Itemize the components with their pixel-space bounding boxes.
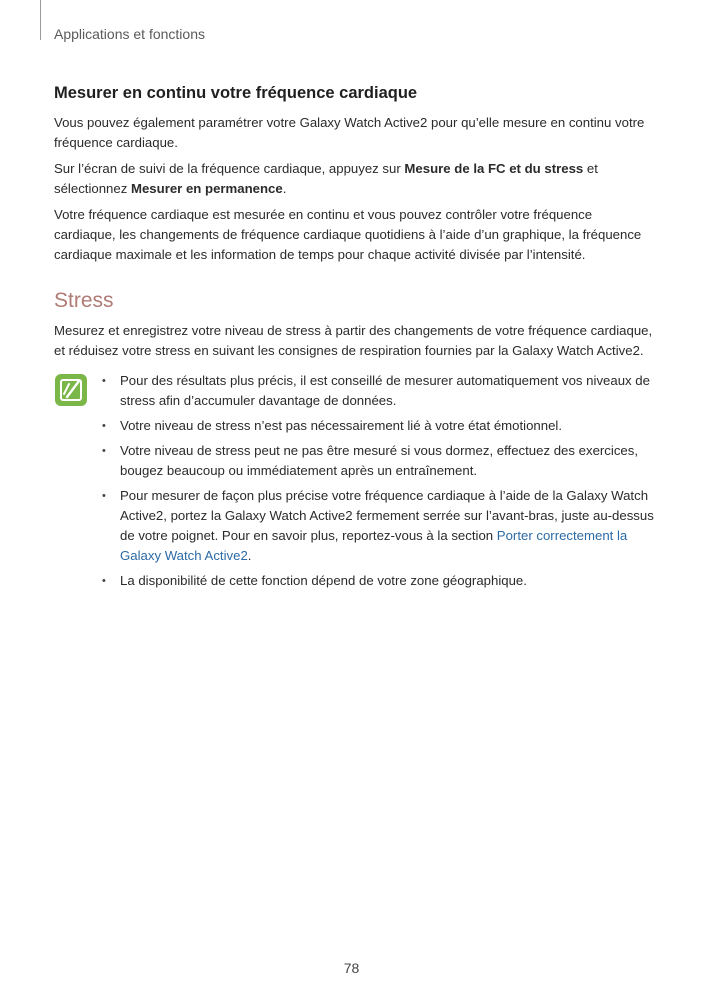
note-item: • La disponibilité de cette fonction dépend de votre zone géographique. [120, 571, 654, 591]
subsection-paragraph-1: Vous pouvez également paramétrer votre Galaxy Watch Active2 pour qu’elle mesure en continu votre fréquence cardiaque. [54, 115, 645, 150]
note-item: • Votre niveau de stress n’est pas nécessairement lié à votre état émotionnel. [120, 416, 654, 436]
p2-text-mid: et sélectionnez [54, 161, 598, 196]
p2-bold-measure-continuous: Mesurer en permanence [130, 181, 283, 196]
page-content [54, 84, 654, 596]
note-item [120, 486, 654, 566]
note-icon [54, 373, 88, 407]
header-rule [40, 0, 41, 40]
note-4-text-before: Pour mesurer de façon plus précise votre fréquence cardiaque à l’aide de la Galaxy Watch Active2, portez la Galaxy Watch Active2 fermement serrée sur l’avant-bras, juste au-dessus de votre poignet. Pour en savoir plus, reportez-vous à la section [120, 488, 654, 543]
note-item: • Pour des résultats plus précis, il est conseillé de mesurer automatiquement vos niveaux de stress afin d’accumuler davantage de données. [120, 371, 654, 411]
subsection-title: Mesurer en continu votre fréquence cardiaque [54, 84, 418, 102]
note-block [54, 371, 654, 591]
p2-bold-measure-hr-stress: Mesure de la FC et du stress [404, 161, 584, 176]
p2-text-after: . [282, 181, 287, 196]
wear-watch-link[interactable]: Porter correctement la Galaxy Watch Active2 [120, 528, 628, 563]
note-item: • Votre niveau de stress peut ne pas être mesuré si vous dormez, effectuez des exercices, bougez beaucoup ou immédiatement après un entraînement. [120, 441, 654, 481]
note-4-text-after: . [247, 548, 252, 563]
subsection-paragraph-2 [54, 159, 654, 199]
subsection-paragraph-3: Votre fréquence cardiaque est mesurée en continu et vous pouvez contrôler votre fréquence cardiaque, les changements de fréquence cardiaque quotidiens à l’aide d’un graphique, la fréquence cardiaque maximale et les information de temps pour chaque activité divisée par l’intensité. [54, 207, 642, 262]
p2-text-before: Sur l’écran de suivi de la fréquence cardiaque, appuyez sur [54, 161, 405, 176]
page-number: 78 [343, 960, 360, 976]
stress-section-title: Stress [54, 289, 114, 312]
note-list [54, 371, 654, 591]
stress-intro: Mesurez et enregistrez votre niveau de stress à partir des changements de votre fréquence cardiaque, et réduisez votre stress en suivant les consignes de respiration fournies par la Galaxy Watch Active2. [54, 323, 653, 358]
header-section-title: Applications et fonctions [54, 26, 205, 42]
